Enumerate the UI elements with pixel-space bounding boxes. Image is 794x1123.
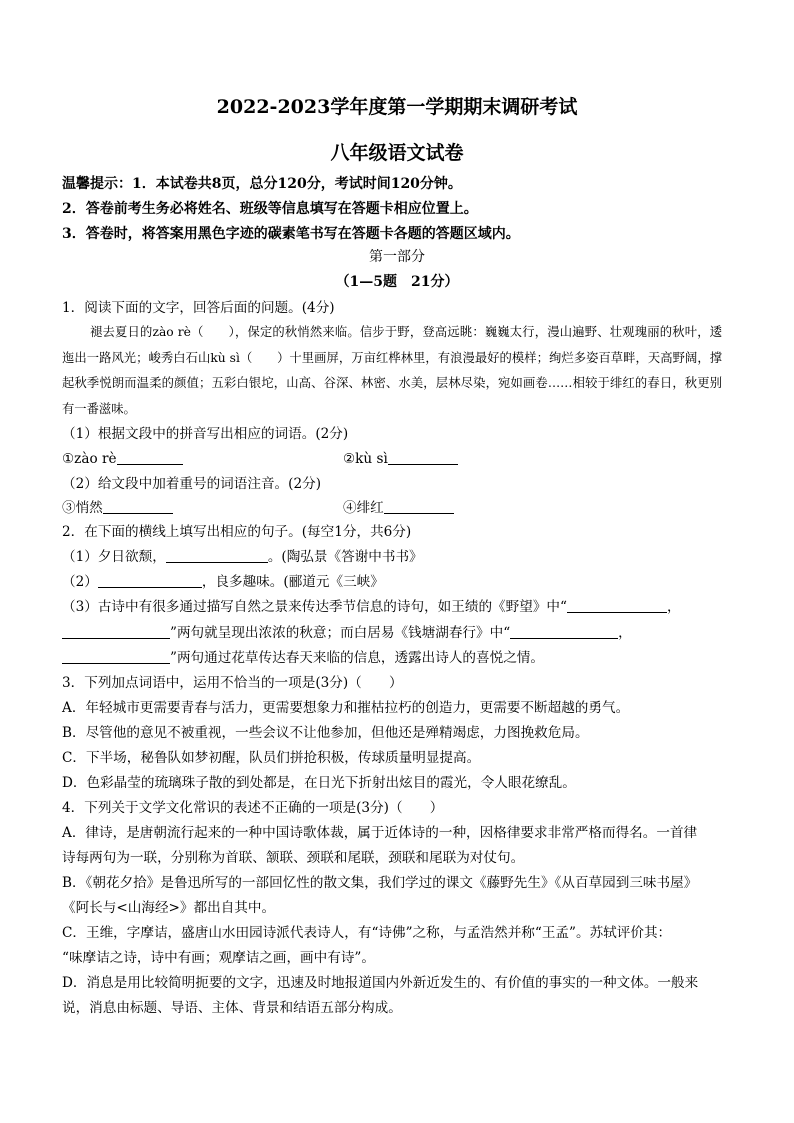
exam-title: 2022-2023学年度第一学期期末调研考试 — [216, 96, 578, 118]
answer-blank[interactable] — [103, 499, 173, 514]
q2-line-4-a: ”两句就呈现出浓浓的秋意；而白居易《钱塘湖春行》中“ — [170, 625, 511, 641]
q4-option-a-line2: 诗每两句为一联，分别称为首联、颔联、颈联和尾联，颈联和尾联为对仗句。 — [62, 850, 525, 866]
section-heading: 第一部分 — [369, 249, 425, 265]
q2-line-1-a: （1）夕日欲颓， — [62, 549, 166, 565]
answer-blank[interactable] — [166, 548, 268, 563]
q4-option-b-line1: B．《朝花夕拾》是鲁迅所写的一部回忆性的散文集，我们学过的课文《藤野先生》《从百草园到三味书屋》 — [62, 875, 698, 891]
q3-option-c: C．下半场，秘鲁队如梦初醒，队员们拼抢积极，传球质量明显提高。 — [62, 750, 481, 766]
q4-stem: 4．下列关于文学文化常识的表述不正确的一项是(3分)（ ） — [62, 800, 444, 816]
q2-line-3-a: （3）古诗中有很多通过描写自然之景来传达季节信息的诗句，如王绩的《野望》中“ — [62, 599, 567, 615]
answer-blank[interactable] — [98, 573, 202, 588]
answer-blank[interactable] — [388, 450, 458, 465]
tip-line-1: 温馨提示：1．本试卷共8页，总分120分，考试时间120分钟。 — [62, 176, 462, 192]
q4-option-a-line1: A．律诗，是唐朝流行起来的一种中国诗歌体裁，属于近体诗的一种，因格律要求非常严格而得名。一首律 — [62, 825, 698, 841]
q1-answer-1 — [62, 449, 183, 469]
q2-line-4-b: ， — [618, 625, 632, 641]
q2-stem: 2．在下面的横线上填写出相应的句子。(每空1分，共6分) — [62, 524, 412, 540]
answer-blank[interactable] — [62, 624, 170, 639]
q1-passage: 褪去夏日的zào rè（ ），保定的秋悄然来临。信步于野，登高远眺：巍巍太行，漫山遍野、壮观瑰丽的秋叶，逶迤出一路风光；峻秀白石山kù sì（ ）十里画屏，万亩红桦林里，有浪漫最好的模样；绚烂多姿百草畔，天高野阔，撑起秋季悦朗而温柔的颜值；五彩白银坨，山高、谷深、林密、水美，层林尽染，宛如画卷……相较于绯红的春日，秋更别有一番滋味。 — [62, 325, 722, 416]
tip-line-3: 3．答卷时，将答案用黑色字迹的碳素笔书写在答题卡各题的答题区域内。 — [62, 226, 520, 242]
q1-sub2: （2）给文段中加着重号的词语注音。(2分) — [62, 476, 321, 492]
q2-line-5-a: ”两句通过花草传达春天来临的信息，透露出诗人的喜悦之情。 — [170, 650, 544, 666]
q1-answer-2-label: ②kù sì — [343, 451, 388, 467]
q1-stem: 1．阅读下面的文字，回答后面的问题。(4分) — [62, 300, 335, 316]
section-range: （1—5题 21分） — [335, 274, 459, 290]
q2-line-1-b: 。(陶弘景《答谢中书书》 — [267, 549, 423, 565]
q4-option-d-line1: D．消息是用比较简明扼要的文字，迅速及时地报道国内外新近发生的、有价值的事实的一种文体。一般来 — [62, 975, 699, 991]
exam-subtitle: 八年级语文试卷 — [330, 142, 464, 164]
q4-option-c-line1: C．王维，字摩诘，盛唐山水田园诗派代表诗人，有“诗佛”之称，与孟浩然并称“王孟”。苏轼评价其： — [62, 925, 672, 941]
q1-answer-4 — [343, 498, 454, 518]
q2-line-1 — [62, 547, 734, 567]
q3-option-a: A．年轻城市更需要青春与活力，更需要想象力和摧枯拉朽的创造力，更需要不断超越的勇气。 — [62, 700, 630, 716]
answer-blank[interactable] — [567, 598, 667, 613]
q1-answer-3 — [62, 498, 173, 518]
q1-answer-4-label: ④绯红 — [343, 500, 384, 516]
q3-option-b: B．尽管他的意见不被重视，一些会议不让他参加，但他还是殚精竭虑，力图挽救危局。 — [62, 725, 589, 741]
q2-line-2-a: （2） — [62, 574, 98, 590]
q1-answer-3-label: ③悄然 — [62, 500, 103, 516]
q4-option-d-line2: 说，消息由标题、导语、主体、背景和结语五部分构成。 — [62, 1000, 402, 1016]
answer-blank[interactable] — [62, 649, 170, 664]
q1-answer-2 — [343, 449, 458, 469]
q2-line-2 — [62, 572, 734, 592]
q3-option-d: D．色彩晶莹的琉璃珠子散的到处都是，在日光下折射出炫目的霞光，令人眼花缭乱。 — [62, 775, 576, 791]
tip-line-2: 2．答卷前考生务必将姓名、班级等信息填写在答题卡相应位置上。 — [62, 201, 478, 217]
answer-blank[interactable] — [117, 450, 183, 465]
q4-option-c-line2: “味摩诘之诗，诗中有画；观摩诘之画，画中有诗”。 — [62, 950, 375, 966]
q2-line-4 — [62, 623, 734, 643]
q1-answer-1-label: ①zào rè — [62, 451, 117, 467]
q1-sub1: （1）根据文段中的拼音写出相应的词语。(2分) — [62, 426, 349, 442]
q2-line-5 — [62, 648, 734, 668]
q4-option-b-line2: 《阿长与<山海经>》都出自其中。 — [62, 900, 276, 916]
q2-line-3-b: ， — [666, 599, 681, 615]
answer-blank[interactable] — [384, 499, 454, 514]
q2-line-2-b: ，良多趣味。(郦道元《三峡》 — [201, 574, 384, 590]
q2-line-3 — [62, 597, 734, 617]
q3-stem: 3．下列加点词语中，运用不恰当的一项是(3分)（ ） — [62, 675, 403, 691]
answer-blank[interactable] — [510, 624, 618, 639]
